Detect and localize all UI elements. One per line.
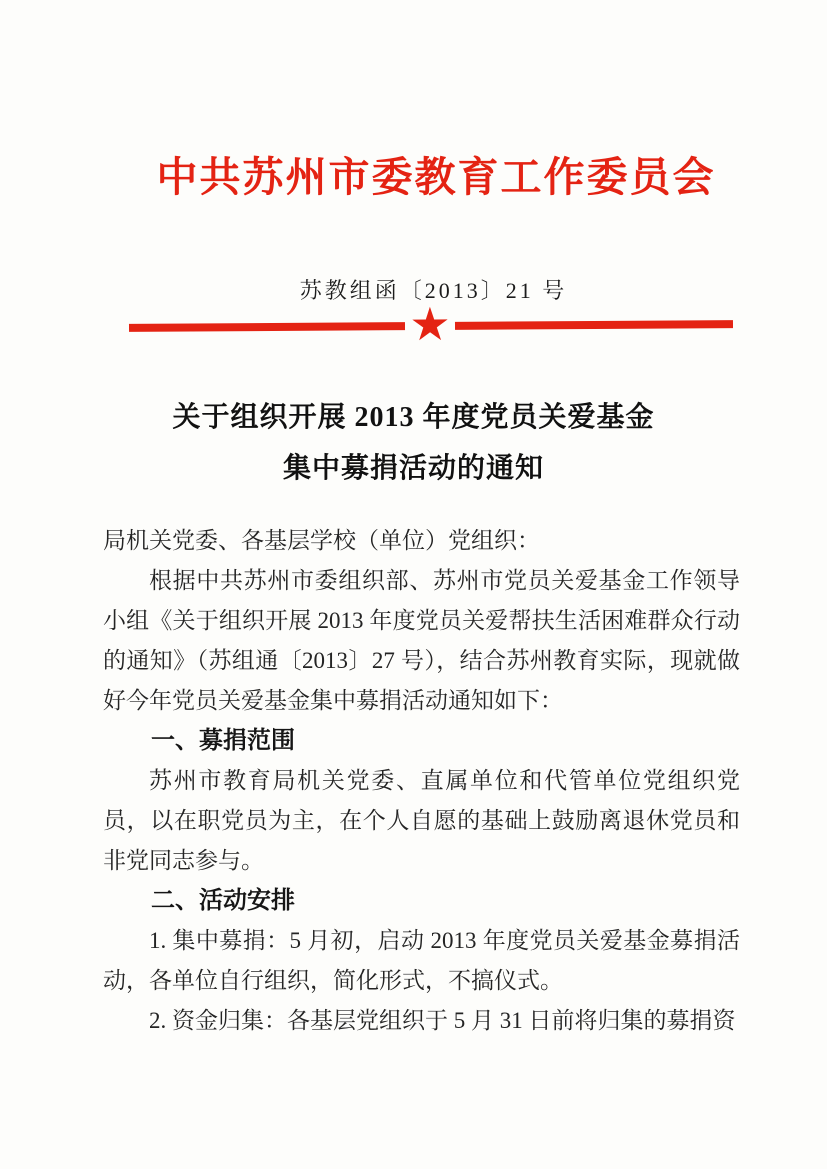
section-2-item-2: 2. 资金归集：各基层党组织于 5 月 31 日前将归集的募捐资 xyxy=(149,1008,736,1033)
document-title-line2: 集中募捐活动的通知 xyxy=(282,453,544,484)
document-body xyxy=(103,521,740,1041)
doc-reference-number: 苏教组函〔2013〕21 号 xyxy=(299,278,568,303)
red-star-icon: ★ xyxy=(409,296,451,352)
document-title xyxy=(20,392,807,494)
section-1-paragraph: 苏州市教育局机关党委、直属单位和代管单位党组织党员，以在职党员为主，在个人自愿的基础上鼓励离退休党员和非党同志参与。 xyxy=(103,768,740,873)
divider-bar-left xyxy=(129,322,405,332)
section-1-heading: 一、募捐范围 xyxy=(151,727,295,754)
letterhead-org-name: 中共苏州市委教育工作委员会 xyxy=(156,154,716,200)
intro-paragraph: 根据中共苏州市委组织部、苏州市党员关爱基金工作领导小组《关于组织开展 2013 年度党员关爱帮扶生活困难群众行动的通知》（苏组通〔2013〕27 号），结合苏州教育实际，现就做好今年党员关爱基金集中募捐活动通知如下： xyxy=(103,568,740,713)
salutation-line: 局机关党委、各基层学校（单位）党组织： xyxy=(103,528,540,553)
red-divider xyxy=(129,296,733,352)
section-2-heading: 二、活动安排 xyxy=(151,887,295,914)
document-title-line1: 关于组织开展 2013 年度党员关爱基金 xyxy=(172,402,655,433)
section-2-item-1: 1. 集中募捐：5 月初，启动 2013 年度党员关爱基金募捐活动，各单位自行组织，简化形式，不搞仪式。 xyxy=(103,928,740,993)
divider-bar-right xyxy=(455,320,733,330)
